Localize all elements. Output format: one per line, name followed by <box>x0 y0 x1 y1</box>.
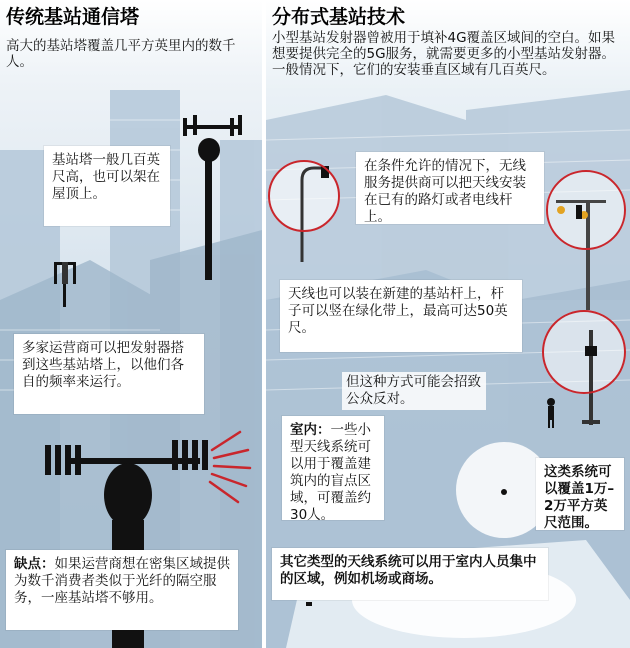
left-title: 传统基站通信塔 <box>6 6 140 28</box>
drawback-label: 缺点： <box>14 556 55 572</box>
drawback-text: 如果运营商想在密集区域提供为数千消费者类似于光纤的隔空服务，一座基站塔不够用。 <box>14 556 230 606</box>
left-intro: 高大的基站塔覆盖几平方英里内的数千人。 <box>6 38 236 70</box>
note-new-poles: 天线也可以装在新建的基站杆上，杆子可以竖在绿化带上，最高可达50英尺。 <box>280 280 522 352</box>
note-drawback <box>6 550 238 630</box>
zoom-circle-streetlight <box>268 160 340 232</box>
indoor-text: 一些小型天线系统可以用于覆盖建筑内的盲点区域，可覆盖约30人。 <box>290 422 371 523</box>
zoom-circle-new-pole <box>542 310 626 394</box>
note-public-opposition: 但这种方式可能会招致公众反对。 <box>342 372 486 410</box>
note-tower-height: 基站塔一般几百英尺高，也可以架在屋顶上。 <box>44 146 170 226</box>
note-indoor <box>282 416 384 523</box>
right-title: 分布式基站技术 <box>272 6 406 28</box>
zoom-circle-utility-pole <box>546 170 626 250</box>
traditional-tower-panel <box>0 0 262 648</box>
note-existing-poles: 在条件允许的情况下，无线服务提供商可以把天线安装在已有的路灯或者电线杆上。 <box>356 152 544 224</box>
note-other-systems: 其它类型的天线系统可以用于室内人员集中的区域，例如机场或商场。 <box>272 548 548 600</box>
note-coverage-area: 这类系统可以覆盖1万–2万平方英尺范围。 <box>536 458 624 530</box>
distributed-antenna-panel <box>266 0 630 648</box>
right-intro: 小型基站发射器曾被用于填补4G覆盖区域间的空白。如果想要提供完全的5G服务，就需要更多的小型基站发射器。一般情况下，它们的安装垂直区域有几百英尺。 <box>272 30 616 78</box>
note-multiple-operators: 多家运营商可以把发射器搭到这些基站塔上，以他们各自的频率来运行。 <box>14 334 204 414</box>
indoor-label: 室内： <box>290 422 331 438</box>
